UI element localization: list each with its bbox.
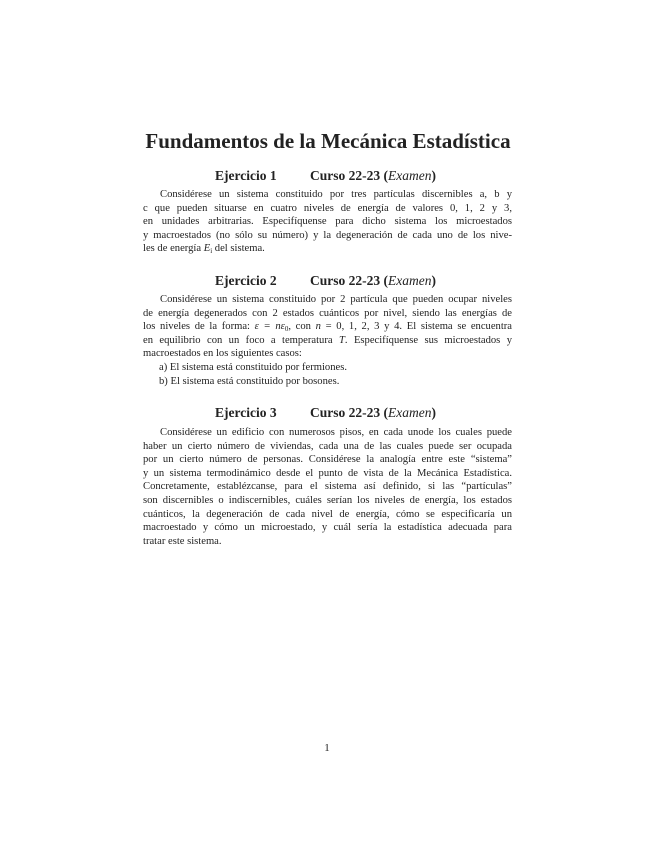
math-symbol: 0 (284, 325, 289, 334)
exercise-label: Ejercicio 2 (215, 273, 277, 288)
text-segment: c que pueden situarse en cuatro niveles de energía de valores 0, 1, 2 y 3, (143, 202, 512, 214)
text-segment: en unidades arbitrarias. Especifíquense para dicho sistema los microestados (143, 216, 512, 228)
exercise-label: Ejercicio 3 (215, 405, 277, 420)
text-segment: en equilibrio con un foco a temperatura (143, 334, 339, 346)
course-year: Curso 22-23 (310, 273, 381, 288)
text-segment: tratar este sistema. (143, 535, 222, 547)
text-line (143, 535, 512, 549)
page-title: Fundamentos de la Mecánica Estadística (145, 129, 511, 153)
exercise-1-text (143, 188, 512, 256)
exam-tag: Examen (388, 273, 432, 288)
text-segment: son discernibles o indiscernibles, cuáles serían los niveles de energía, los estados (143, 494, 512, 506)
text-segment: macroestado y cómo un microestado, y cuál sería la estadística adecuada para (143, 522, 512, 534)
text-segment: por un cierto número de personas. Considérese la analogía entre este “sistema” (143, 454, 512, 466)
text-segment: los niveles de la forma: (143, 321, 255, 333)
course-label: Curso 22-23 (Examen) (310, 168, 436, 183)
text-line (143, 188, 512, 202)
text-segment: del sistema. (212, 243, 265, 255)
text-line (143, 453, 512, 467)
math-symbol: T (338, 334, 345, 346)
text-segment: Considérese un sistema constituido por 2 partícula que pueden ocupar niveles (160, 294, 512, 305)
text-segment: les de energía (143, 243, 204, 255)
text-line (143, 494, 512, 508)
text-segment: Considérese un edificio con numerosos pisos, en cada unode los cuales puede (160, 427, 512, 438)
exam-tag: Examen (388, 168, 432, 183)
text-segment: macroestados en los siguientes casos: (143, 348, 302, 360)
exercise-label: Ejercicio 1 (215, 168, 277, 183)
text-line (143, 320, 512, 334)
text-segment: cuánticos, la degeneración de cada nivel de energía, cómo se especificaría un (143, 508, 512, 520)
list-item: a) El sistema está constituido por fermiones. (159, 361, 347, 373)
text-line (143, 347, 512, 361)
text-segment: = 0, 1, 2, 3 y 4. El sistema se encuentra (320, 321, 512, 333)
math-symbol: n (315, 321, 321, 333)
page-number: 1 (324, 742, 330, 754)
exercise-2-text (143, 293, 512, 388)
math-symbol: E (203, 243, 211, 255)
text-segment: Considérese un sistema constituido por tres partículas discernibles a, b y (160, 189, 512, 200)
text-segment: . Especifíquense sus microestados y (344, 334, 512, 346)
exercise-3-header (143, 404, 513, 422)
text-line (143, 229, 512, 243)
text-line (143, 521, 512, 535)
text-line (143, 202, 512, 216)
math-symbol: ε = nε (254, 321, 285, 333)
text-segment: de energía degenerados con 2 estados cuánticos por nivel, siendo las energías de (143, 307, 512, 319)
text-line (143, 426, 512, 440)
text-segment: y un sistema termodinámico desde el punto de vista de la Mecánica Estadística. (143, 467, 512, 479)
text-line (143, 293, 512, 307)
exam-tag: Examen (388, 405, 432, 420)
exercise-1-header (143, 167, 513, 185)
text-line (143, 467, 512, 481)
text-segment: , con (288, 321, 316, 333)
list-item: b) El sistema está constituido por bosones. (159, 375, 340, 387)
course-year: Curso 22-23 (310, 405, 381, 420)
text-segment: haber un cierto número de viviendas, cada una de las cuales puede ser ocupada (143, 440, 512, 452)
exercise-3-text (143, 426, 512, 548)
text-line (143, 508, 512, 522)
text-line (143, 307, 512, 321)
course-label: Curso 22-23 (Examen) (310, 405, 436, 420)
text-segment: Concretamente, establézcanse, para el sistema así definido, si las “partículas” (143, 481, 512, 493)
math-symbol: i (210, 247, 213, 256)
course-year: Curso 22-23 (310, 168, 381, 183)
text-line (143, 242, 512, 256)
course-label: Curso 22-23 (Examen) (310, 273, 436, 288)
text-line (143, 480, 512, 494)
exercise-2-header (143, 272, 513, 290)
text-line (143, 334, 512, 348)
text-line (143, 215, 512, 229)
text-line (143, 440, 512, 454)
text-segment: y macroestados (no sólo su número) y la degeneración de cada uno de los nive- (143, 229, 512, 241)
